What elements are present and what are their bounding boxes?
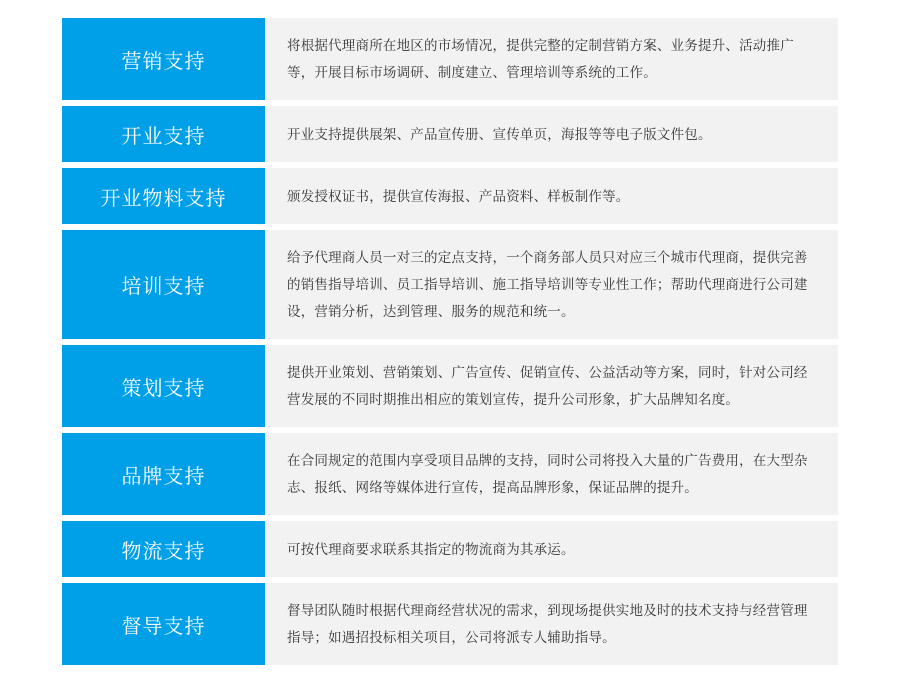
row-description: 将根据代理商所在地区的市场情况，提供完整的定制营销方案、业务提升、活动推广等，开展目标市场调研、制度建立、管理培训等系统的工作。 bbox=[287, 38, 794, 80]
row-description-cell bbox=[265, 168, 838, 224]
table-row bbox=[62, 230, 838, 339]
row-label: 品牌支持 bbox=[121, 465, 206, 488]
row-label: 营销支持 bbox=[121, 50, 206, 73]
row-description: 颁发授权证书，提供宣传海报、产品资料、样板制作等。 bbox=[287, 188, 630, 204]
row-label: 开业支持 bbox=[121, 125, 206, 148]
table-row bbox=[62, 583, 838, 665]
row-label-cell bbox=[62, 583, 265, 665]
row-label-cell bbox=[62, 433, 265, 515]
row-label: 开业物料支持 bbox=[100, 187, 227, 210]
table-row bbox=[62, 433, 838, 515]
row-label-cell bbox=[62, 230, 265, 339]
table-row bbox=[62, 521, 838, 577]
row-label-cell bbox=[62, 345, 265, 427]
table-row bbox=[62, 18, 838, 100]
row-description-cell bbox=[265, 106, 838, 162]
row-description: 开业支持提供展架、产品宣传册、宣传单页，海报等等电子版文件包。 bbox=[287, 126, 712, 142]
row-label: 培训支持 bbox=[121, 276, 206, 298]
row-description-cell bbox=[265, 433, 838, 515]
row-description: 督导团队随时根据代理商经营状况的需求，到现场提供实地及时的技术支持与经营管理指导；如遇招投标相关项目，公司将派专人辅助指导。 bbox=[287, 603, 808, 645]
row-description: 提供开业策划、营销策划、广告宣传、促销宣传、公益活动等方案，同时，针对公司经营发展的不同时期推出相应的策划宣传，提升公司形象，扩大品牌知名度。 bbox=[287, 365, 808, 407]
table-row bbox=[62, 345, 838, 427]
row-description-cell bbox=[265, 345, 838, 427]
row-label-cell bbox=[62, 521, 265, 577]
row-label: 策划支持 bbox=[121, 377, 206, 400]
row-description-cell bbox=[265, 230, 838, 339]
row-description: 可按代理商要求联系其指定的物流商为其承运。 bbox=[287, 541, 575, 557]
row-label-cell bbox=[62, 18, 265, 100]
row-label: 物流支持 bbox=[121, 540, 206, 563]
row-description: 在合同规定的范围内享受项目品牌的支持，同时公司将投入大量的广告费用，在大型杂志、报纸、网络等媒体进行宣传，提高品牌形象，保证品牌的提升。 bbox=[287, 453, 808, 495]
row-description-cell bbox=[265, 18, 838, 100]
table-row bbox=[62, 168, 838, 224]
row-description-cell bbox=[265, 583, 838, 665]
row-label: 督导支持 bbox=[121, 615, 206, 638]
row-label-cell bbox=[62, 106, 265, 162]
row-description-cell bbox=[265, 521, 838, 577]
row-description: 给予代理商人员一对三的定点支持，一个商务部人员只对应三个城市代理商，提供完善的销售指导培训、员工指导培训、施工指导培训等专业性工作；帮助代理商进行公司建设，营销分析，达到管理、服务的规范和统一。 bbox=[287, 250, 808, 319]
row-label-cell bbox=[62, 168, 265, 224]
table-row bbox=[62, 106, 838, 162]
